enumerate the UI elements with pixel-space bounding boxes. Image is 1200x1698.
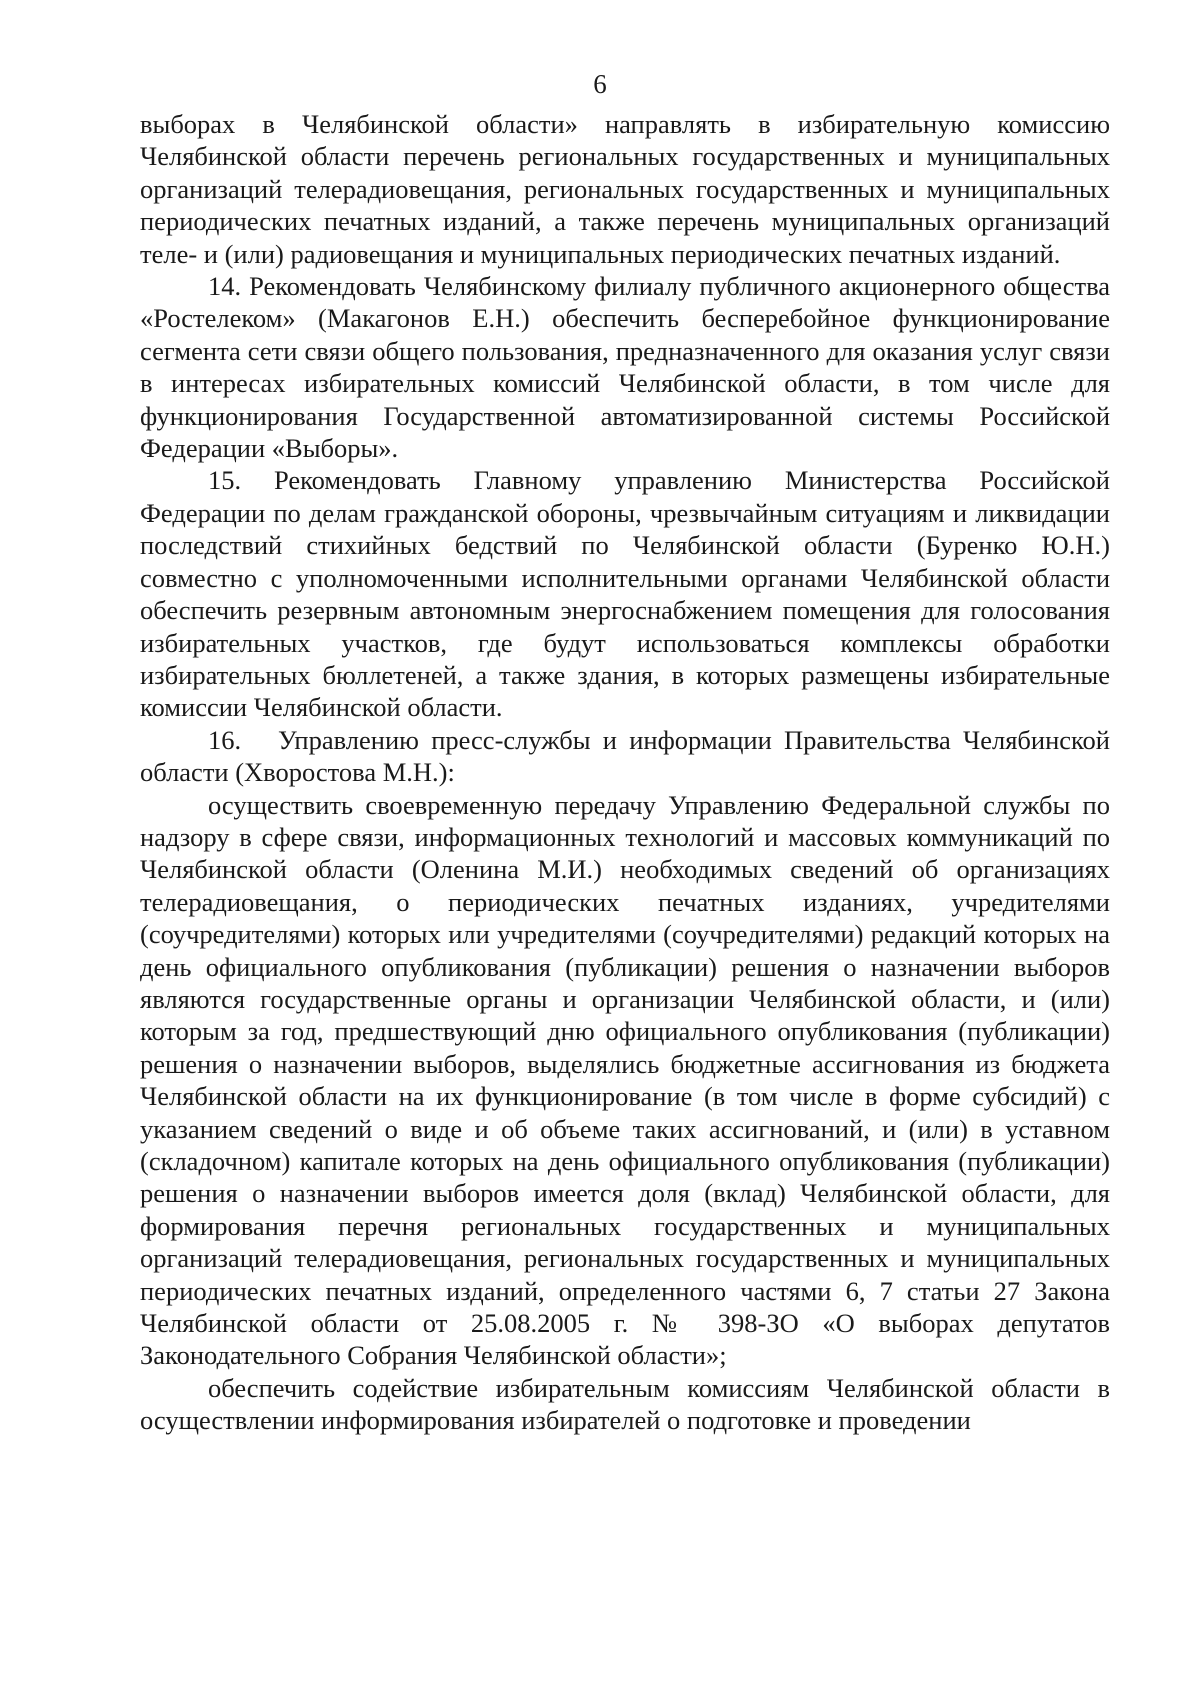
- paragraph-item-16-text: Управлению пресс-службы и информации Правительства Челябинской области (Хворостова М.Н.):: [140, 724, 1110, 788]
- paragraph-item-16-clause-a: осуществить своевременную передачу Управлению Федеральной службы по надзору в сфере связи, информационных технологий и массовых коммуникаций по Челябинской области (Оленина М.И.) необходимых сведений об организациях телерадиовещания, о периодических печатных изданиях, учредителями (соучредителями) которых или учредителями (соучредителями) редакций которых на день официального опубликования (публикации) решения о назначении выборов являются государственные органы и организации Челябинской области, и (или) которым за год, предшествующий дню официального опубликования (публикации) решения о назначении выборов, выделялись бюджетные ассигнования из бюджета Челябинской области на их функционирование (в том числе в форме субсидий) с указанием сведений о виде и об объеме таких ассигнований, и (или) в уставном (складочном) капитале которых на день официального опубликования (публикации) решения о назначении выборов имеется доля (вклад) Челябинской области, для формирования перечня региональных государственных и муниципальных организаций телерадиовещания, региональных государственных и муниципальных периодических печатных изданий, определенного частями 6, 7 статьи 27 Закона Челябинской области от 25.08.2005 г. № 398-ЗО «О выборах депутатов Законодательного Собрания Челябинской области»;: [140, 789, 1110, 1371]
- paragraph-item-15: 15. Рекомендовать Главному управлению Министерства Российской Федерации по делам гражданской обороны, чрезвычайным ситуациям и ликвидации последствий стихийных бедствий по Челябинской области (Буренко Ю.Н.) совместно с уполномоченными исполнительными органами Челябинской области обеспечить резервным автономным энергоснабжением помещения для голосования избирательных участков, где будут использоваться комплексы обработки избирательных бюллетеней, а также здания, в которых размещены избирательные комиссии Челябинской области.: [140, 465, 1110, 723]
- page-number: 6: [593, 69, 607, 99]
- paragraph-item-16-number: 16.: [208, 724, 242, 755]
- paragraph-item-16-clause-b: обеспечить содействие избирательным комиссиям Челябинской области в осуществлении информирования избирателей о подготовке и проведении: [140, 1372, 1110, 1436]
- paragraph-continuation: выборах в Челябинской области» направлять в избирательную комиссию Челябинской области перечень региональных государственных и муниципальных организаций телерадиовещания, региональных государственных и муниципальных периодических печатных изданий, а также перечень муниципальных организаций теле- и (или) радиовещания и муниципальных периодических печатных изданий.: [140, 109, 1110, 269]
- paragraph-item-16: [140, 724, 1110, 789]
- paragraph-item-14: 14. Рекомендовать Челябинскому филиалу публичного акционерного общества «Ростелеком» (Макагонов Е.Н.) обеспечить бесперебойное функционирование сегмента сети связи общего пользования, предназначенного для оказания услуг связи в интересах избирательных комиссий Челябинской области, в том числе для функционирования Государственной автоматизированной системы Российской Федерации «Выборы».: [140, 271, 1110, 464]
- document-body: [140, 108, 1110, 1437]
